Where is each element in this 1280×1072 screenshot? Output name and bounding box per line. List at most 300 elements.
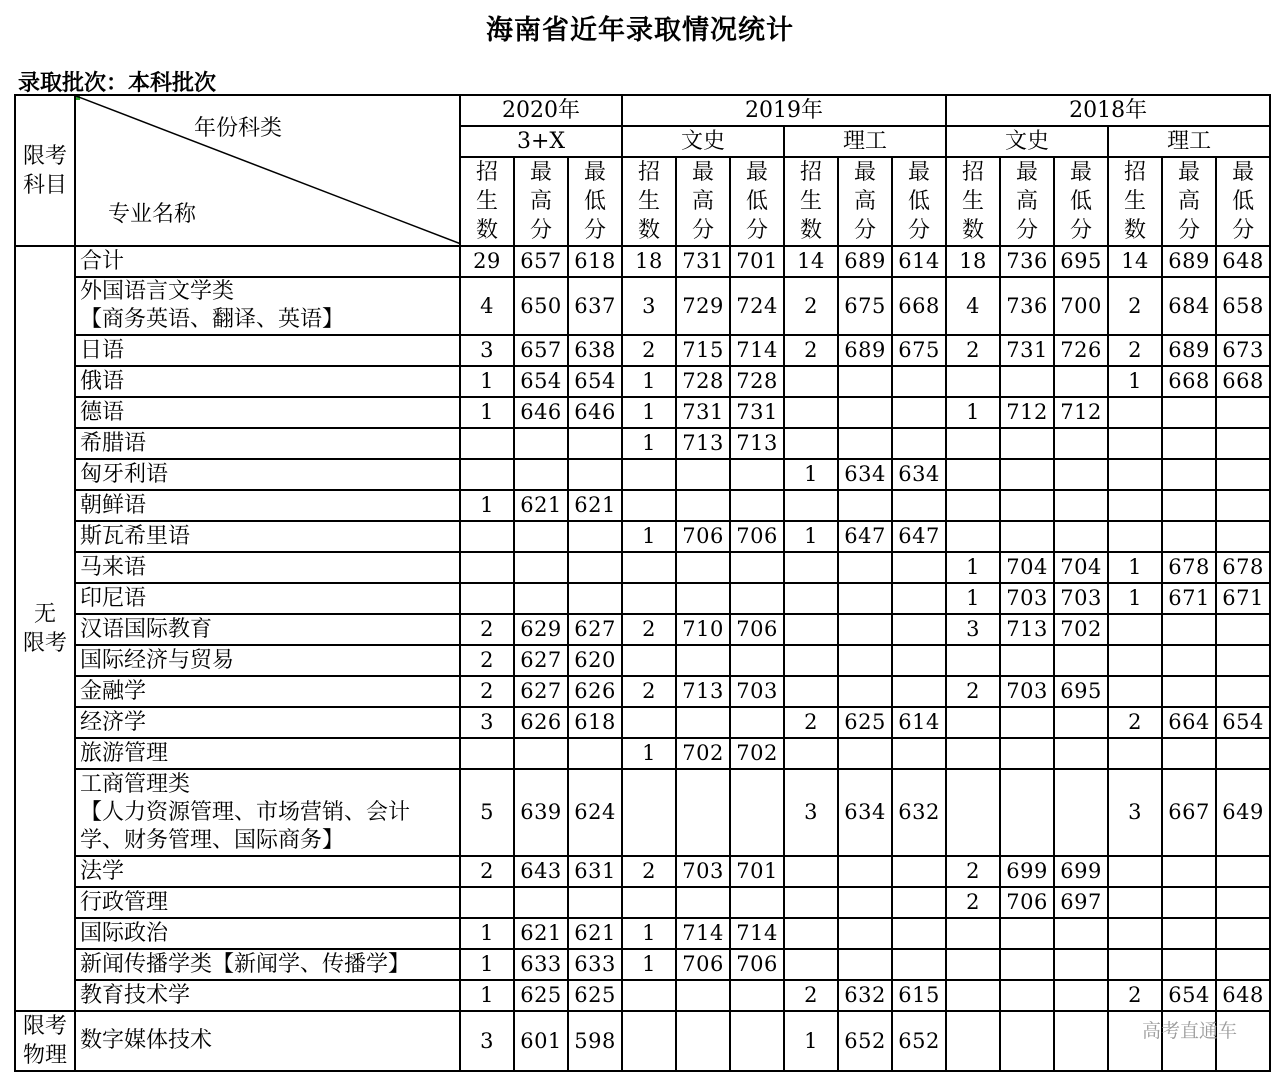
table-row [15,552,1270,583]
min-score-cell: 614 [892,246,946,277]
min-score-cell: 618 [568,246,622,277]
max-score-cell [676,1011,730,1071]
group-physics-required: 限考 物理 [15,1011,75,1071]
major-name [75,490,460,521]
table-row [15,428,1270,459]
max-score-cell [1000,366,1054,397]
major-name-line: 工商管理类 [80,771,191,797]
max-score-cell [676,459,730,490]
major-name [75,335,460,366]
max-score-cell [1162,428,1216,459]
enroll-count-cell [1108,428,1162,459]
enroll-count-cell: 2 [622,335,676,366]
major-name-line: 汉语国际教育 [80,616,213,642]
enroll-count-cell [946,428,1000,459]
max-score-cell: 704 [1000,552,1054,583]
min-score-cell [568,459,622,490]
enroll-count-cell: 2 [784,980,838,1011]
min-score-cell: 654 [568,366,622,397]
enroll-count-cell: 1 [622,949,676,980]
enroll-count-cell [622,552,676,583]
enroll-count-cell [946,738,1000,769]
enroll-count-header: 招 生 数 [1108,157,1162,246]
min-score-cell [1054,459,1108,490]
enroll-count-cell: 29 [460,246,514,277]
table-row [15,645,1270,676]
enroll-count-cell: 1 [460,918,514,949]
enroll-count-cell: 2 [784,277,838,335]
min-score-cell [1054,980,1108,1011]
min-score-cell: 697 [1054,887,1108,918]
max-score-cell [838,887,892,918]
major-name [75,738,460,769]
enroll-count-cell: 1 [784,521,838,552]
max-score-cell [838,583,892,614]
max-score-cell [1162,918,1216,949]
table-row [15,676,1270,707]
max-score-cell: 647 [838,521,892,552]
enroll-count-cell: 2 [946,335,1000,366]
table-row [15,918,1270,949]
enroll-count-cell: 1 [946,583,1000,614]
max-score-cell [1162,949,1216,980]
header-row-years [15,95,1270,126]
max-score-cell [1000,521,1054,552]
major-name-line: 金融学 [80,678,147,704]
max-score-cell [838,738,892,769]
min-score-cell: 620 [568,645,622,676]
enroll-count-cell: 2 [784,707,838,738]
min-score-cell [1216,428,1270,459]
max-score-cell [1162,614,1216,645]
max-score-cell [838,552,892,583]
enroll-count-cell [460,428,514,459]
min-score-cell: 647 [892,521,946,552]
max-score-cell: 654 [514,366,568,397]
table-row [15,397,1270,428]
major-name [75,521,460,552]
enroll-count-cell: 1 [622,366,676,397]
enroll-count-cell: 2 [460,614,514,645]
enroll-count-cell [460,887,514,918]
min-score-cell: 646 [568,397,622,428]
min-score-cell [1216,918,1270,949]
enroll-count-cell: 14 [1108,246,1162,277]
enroll-count-cell: 2 [1108,277,1162,335]
max-score-header: 最 高 分 [1162,157,1216,246]
min-score-cell: 704 [1054,552,1108,583]
enroll-count-header: 招 生 数 [784,157,838,246]
min-score-cell [1054,949,1108,980]
min-score-cell [730,980,784,1011]
max-score-cell: 625 [838,707,892,738]
min-score-cell [730,490,784,521]
max-score-cell: 713 [676,676,730,707]
enroll-count-cell [946,490,1000,521]
enroll-count-cell [1108,738,1162,769]
major-name-line: 斯瓦希里语 [80,523,191,549]
enroll-count-cell: 1 [622,521,676,552]
max-score-cell [1162,676,1216,707]
min-score-cell: 712 [1054,397,1108,428]
enroll-count-cell [784,366,838,397]
min-score-cell [1216,490,1270,521]
min-score-cell: 702 [730,738,784,769]
enroll-count-cell [622,583,676,614]
enroll-count-cell [784,887,838,918]
major-name-line: 旅游管理 [80,740,169,766]
major-name [75,887,460,918]
min-score-cell [1216,856,1270,887]
enroll-count-cell: 2 [460,645,514,676]
table-row [15,459,1270,490]
min-score-cell [730,1011,784,1071]
max-score-cell: 657 [514,246,568,277]
major-name [75,428,460,459]
min-score-cell: 615 [892,980,946,1011]
major-name-line: 朝鲜语 [80,492,147,518]
min-score-cell: 634 [892,459,946,490]
max-score-cell [1000,980,1054,1011]
enroll-count-cell [946,521,1000,552]
max-score-cell: 627 [514,645,568,676]
enroll-count-cell [784,428,838,459]
enroll-count-cell: 1 [1108,366,1162,397]
table-row [15,277,1270,335]
enroll-count-cell [622,707,676,738]
major-name [75,583,460,614]
table-row [15,490,1270,521]
major-name [75,918,460,949]
max-score-cell: 731 [1000,335,1054,366]
max-score-cell: 667 [1162,769,1216,856]
min-score-cell: 649 [1216,769,1270,856]
min-score-cell: 695 [1054,246,1108,277]
min-score-cell [892,614,946,645]
major-subdivision-line: 【人力资源管理、市场营销、会计 [80,799,411,825]
category-header-2018-ligong: 理工 [1108,126,1270,157]
enroll-count-cell [622,645,676,676]
major-name-line: 印尼语 [80,585,147,611]
max-score-cell: 712 [1000,397,1054,428]
enroll-count-cell: 3 [946,614,1000,645]
major-name-line: 日语 [80,337,125,363]
min-score-cell: 627 [568,614,622,645]
max-score-cell: 664 [1162,707,1216,738]
max-score-cell: 702 [676,738,730,769]
max-score-cell: 731 [676,397,730,428]
min-score-header: 最 低 分 [1054,157,1108,246]
enroll-count-cell: 2 [1108,335,1162,366]
max-score-cell [514,738,568,769]
min-score-cell [568,887,622,918]
enroll-count-cell [622,769,676,856]
min-score-cell: 621 [568,918,622,949]
enroll-count-cell [946,645,1000,676]
min-score-cell [1216,459,1270,490]
major-name-line: 合计 [80,248,125,274]
min-score-cell: 714 [730,335,784,366]
max-score-cell [676,645,730,676]
max-score-cell: 710 [676,614,730,645]
group-no-restriction: 无 限考 [15,246,75,1011]
min-score-cell [730,645,784,676]
min-score-cell: 703 [730,676,784,707]
enroll-count-cell [784,614,838,645]
enroll-count-cell [622,980,676,1011]
max-score-cell: 671 [1162,583,1216,614]
min-score-cell [1216,521,1270,552]
enroll-count-cell: 1 [784,459,838,490]
enroll-count-cell [1108,949,1162,980]
min-score-cell [1054,707,1108,738]
max-score-cell [838,490,892,521]
max-score-cell [676,887,730,918]
enroll-count-cell [622,459,676,490]
enroll-count-cell [1108,887,1162,918]
limit-subject-label: 限考 科目 [22,143,67,198]
enroll-count-cell: 1 [460,490,514,521]
min-score-cell: 678 [1216,552,1270,583]
enroll-count-cell [784,645,838,676]
enroll-count-cell [1108,645,1162,676]
max-score-cell [676,707,730,738]
limit-subject-header [15,95,75,246]
enroll-count-cell [460,552,514,583]
min-score-cell: 658 [1216,277,1270,335]
enroll-count-cell: 4 [946,277,1000,335]
max-score-cell [514,583,568,614]
min-score-cell [892,738,946,769]
min-score-cell: 724 [730,277,784,335]
min-score-cell: 701 [730,246,784,277]
min-score-cell [1054,1011,1108,1071]
major-name [75,676,460,707]
max-score-cell [1162,856,1216,887]
enroll-count-cell: 2 [460,676,514,707]
table-row [15,583,1270,614]
major-name [75,246,460,277]
min-score-cell [730,459,784,490]
max-score-cell: 731 [676,246,730,277]
major-subdivision-line: 学、财务管理、国际商务】 [80,827,345,853]
min-score-cell [568,583,622,614]
major-name-line: 德语 [80,399,125,425]
major-name [75,949,460,980]
enroll-count-cell [1108,676,1162,707]
enroll-count-cell [1108,614,1162,645]
enroll-count-cell [946,769,1000,856]
enroll-count-cell: 1 [460,949,514,980]
enroll-count-cell: 1 [460,980,514,1011]
min-score-cell [1054,738,1108,769]
major-name [75,552,460,583]
enroll-count-cell [1108,490,1162,521]
min-score-cell [568,552,622,583]
max-score-cell [838,856,892,887]
enroll-count-cell [946,949,1000,980]
max-score-cell: 675 [838,277,892,335]
enroll-count-cell: 2 [946,887,1000,918]
min-score-cell: 728 [730,366,784,397]
min-score-cell: 673 [1216,335,1270,366]
major-name [75,707,460,738]
major-name-line: 新闻传播学类【新闻学、传播学】 [80,951,411,977]
enroll-count-cell [946,1011,1000,1071]
major-name-line: 希腊语 [80,430,147,456]
max-score-cell: 703 [1000,583,1054,614]
enroll-count-cell: 1 [946,552,1000,583]
major-name [75,769,460,856]
major-name [75,856,460,887]
max-score-cell: 689 [1162,246,1216,277]
min-score-cell [892,552,946,583]
max-score-cell: 736 [1000,246,1054,277]
max-score-cell: 654 [1162,980,1216,1011]
max-score-cell: 703 [676,856,730,887]
major-name-line: 匈牙利语 [80,461,169,487]
min-score-cell [892,583,946,614]
max-score-cell: 689 [1162,335,1216,366]
max-score-cell [1162,738,1216,769]
enroll-count-cell: 2 [784,335,838,366]
major-name [75,614,460,645]
min-score-cell: 706 [730,949,784,980]
min-score-cell [1054,366,1108,397]
min-score-cell [1216,397,1270,428]
enroll-count-cell [460,738,514,769]
min-score-header: 最 低 分 [568,157,622,246]
max-score-cell [1000,707,1054,738]
category-header-2019-wenshi: 文史 [622,126,784,157]
max-score-cell [514,887,568,918]
enroll-count-cell: 3 [1108,769,1162,856]
table-row [15,856,1270,887]
min-score-cell [568,428,622,459]
min-score-cell: 648 [1216,980,1270,1011]
enroll-count-cell [784,397,838,428]
max-score-cell [838,645,892,676]
enroll-count-cell [946,707,1000,738]
max-score-cell [838,366,892,397]
max-score-cell: 715 [676,335,730,366]
min-score-cell [1216,738,1270,769]
enroll-count-header: 招 生 数 [946,157,1000,246]
major-name-line: 国际政治 [80,920,169,946]
table-row [15,980,1270,1011]
major-name [75,366,460,397]
enroll-count-cell [622,887,676,918]
min-score-cell: 614 [892,707,946,738]
max-score-cell [838,949,892,980]
min-score-cell [1054,428,1108,459]
max-score-cell: 689 [838,335,892,366]
enroll-count-cell: 3 [460,335,514,366]
max-score-cell [838,676,892,707]
enroll-count-cell [460,583,514,614]
min-score-cell [1054,918,1108,949]
min-score-cell: 625 [568,980,622,1011]
min-score-cell: 618 [568,707,622,738]
table-row [15,521,1270,552]
max-score-cell: 621 [514,490,568,521]
min-score-cell [892,887,946,918]
min-score-cell [1216,614,1270,645]
enroll-count-cell: 1 [622,918,676,949]
min-score-cell: 668 [1216,366,1270,397]
min-score-cell: 652 [892,1011,946,1071]
major-name-line: 数字媒体技术 [80,1028,213,1053]
min-score-header: 最 低 分 [892,157,946,246]
enroll-count-cell: 18 [622,246,676,277]
min-score-cell: 624 [568,769,622,856]
category-header-2018-wenshi: 文史 [946,126,1108,157]
max-score-cell: 703 [1000,676,1054,707]
min-score-cell [892,490,946,521]
min-score-cell [1054,490,1108,521]
major-name [75,1011,460,1071]
table-row [15,614,1270,645]
max-score-cell: 601 [514,1011,568,1071]
max-score-cell: 699 [1000,856,1054,887]
max-score-cell [1162,887,1216,918]
max-score-cell [1162,521,1216,552]
min-score-cell [1216,645,1270,676]
enroll-count-cell [784,856,838,887]
enroll-count-cell [946,366,1000,397]
max-score-cell [1162,490,1216,521]
max-score-cell [1000,459,1054,490]
max-score-cell: 632 [838,980,892,1011]
category-header-2019-ligong: 理工 [784,126,946,157]
min-score-cell: 654 [1216,707,1270,738]
table-row [15,769,1270,856]
min-score-header: 最 低 分 [730,157,784,246]
min-score-cell: 621 [568,490,622,521]
enroll-count-cell [784,949,838,980]
max-score-cell [1162,645,1216,676]
enroll-count-cell [946,980,1000,1011]
min-score-cell [892,949,946,980]
enroll-count-cell: 3 [460,1011,514,1071]
max-score-cell [676,583,730,614]
min-score-cell [730,887,784,918]
year-header-2018: 2018年 [946,95,1270,126]
enroll-count-cell: 1 [622,428,676,459]
major-name [75,980,460,1011]
min-score-cell: 638 [568,335,622,366]
max-score-cell [838,428,892,459]
max-score-cell [676,552,730,583]
max-score-cell [676,769,730,856]
max-score-cell [1000,918,1054,949]
max-score-cell [514,459,568,490]
min-score-cell: 706 [730,521,784,552]
enroll-count-cell [460,459,514,490]
enroll-count-cell [784,552,838,583]
enroll-count-cell [622,490,676,521]
min-score-cell [1216,887,1270,918]
table-row [15,1011,1270,1071]
enroll-count-cell [946,459,1000,490]
max-score-cell: 652 [838,1011,892,1071]
enroll-count-cell: 2 [460,856,514,887]
max-score-cell: 646 [514,397,568,428]
enroll-count-cell [1108,459,1162,490]
max-score-cell: 627 [514,676,568,707]
max-score-cell: 621 [514,918,568,949]
enroll-count-cell: 1 [946,397,1000,428]
